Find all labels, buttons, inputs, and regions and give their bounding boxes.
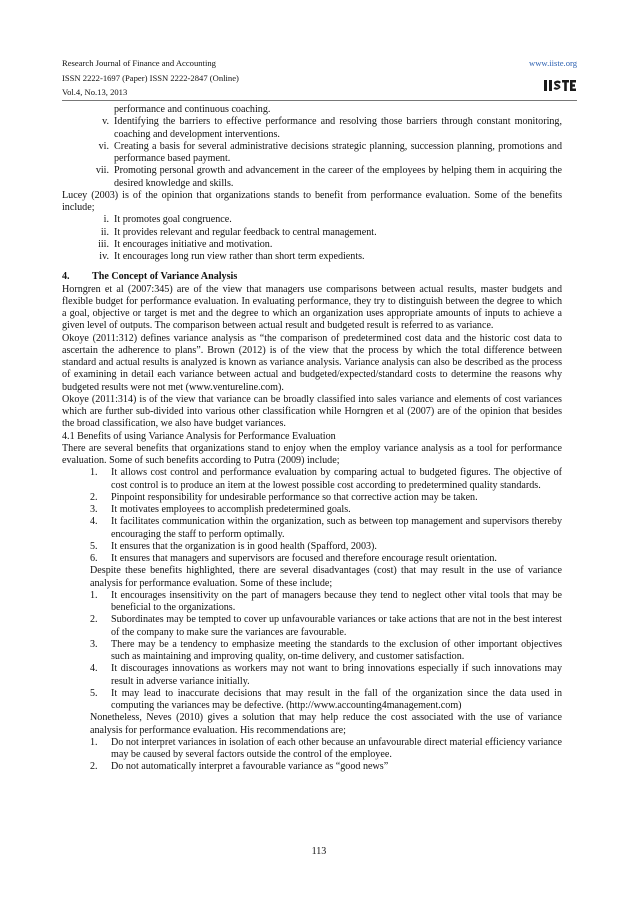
list-item-text: It discourages innovations as workers may not want to bring innovations especially if such innovations may result in adverse variance initially.: [111, 663, 562, 687]
list-item: [62, 663, 562, 688]
list-item-text: It ensures that the organization is in good health (Spafford, 2003).: [111, 540, 377, 552]
page-number: 113: [311, 846, 327, 857]
neves-recommendations-list: [62, 737, 562, 774]
list-item-text: It may lead to inaccurate decisions that may result in the fall of the organization since the data used in computing the variances may be defective. (http://www.accounting4management.com): [111, 687, 562, 711]
iiste-logo-icon: [543, 78, 577, 93]
list-marker: 5.: [90, 687, 98, 699]
list-item-text: There may be a tendency to emphasize meeting the standards to the exclusion of other important objectives such as maintaining and improving quality, on-time delivery, and customer satisfaction.: [111, 638, 562, 662]
list-marker: 1.: [90, 736, 98, 748]
section-number: 4.: [62, 271, 70, 283]
list-item-text: Promoting personal growth and advancement in the career of the employees by helping them in acquiring the desired knowledge and skills.: [114, 165, 562, 189]
list-item-text: performance and continuous coaching.: [114, 104, 271, 115]
disadvantages-paragraph: Despite these benefits highlighted, there are several disadvantages (cost) that may result in the use of variance analysis for performance evaluation. Some of these include;: [90, 565, 562, 589]
list-item-text: It encourages long run view rather than short term expedients.: [114, 251, 365, 262]
list-item: [62, 614, 562, 639]
list-marker: i.: [103, 214, 109, 226]
list-marker: 1.: [90, 467, 98, 479]
list-marker: vii.: [95, 165, 109, 177]
list-item: [62, 251, 562, 263]
list-marker: 2.: [90, 491, 98, 503]
list-marker: 4.: [90, 516, 98, 528]
list-item: [62, 590, 562, 615]
list-item: [62, 239, 562, 251]
list-marker: 3.: [90, 504, 98, 515]
list-item: [62, 165, 562, 190]
list-marker: 6.: [90, 553, 98, 564]
list-item-text: Do not automatically interpret a favourable variance as “good news”: [111, 761, 389, 773]
list-item-text: It allows cost control and performance evaluation by comparing actual to budgeted figures. The objective of cost control is to produce an item at the lowest possible cost according to predetermined quality standards.: [111, 467, 562, 491]
list-item-text: It encourages insensitivity on the part of managers because they tend to neglect other vital tools that may be beneficial to the organizations.: [111, 589, 562, 613]
neves-paragraph: Nonetheless, Neves (2010) gives a solution that may help reduce the cost associated with the use of variance analysis for performance evaluation. His recommendations are;: [90, 712, 562, 736]
list-item: [62, 116, 562, 141]
okoye-classification-paragraph: Okoye (2011:314) is of the view that variance can be broadly classified into sales variance and elements of cost variances which are further sub-divided into various other classification while Horngren et al (2007) are of the opinion that besides the broad classification, we also have budget variances.: [62, 393, 562, 430]
lucey-paragraph: Lucey (2003) is of the opinion that organizations stands to benefit from performance evaluation. Some of the benefits include;: [62, 189, 562, 213]
list-item: [62, 141, 562, 166]
journal-title: Research Journal of Finance and Accounting: [62, 58, 216, 68]
list-item: [62, 214, 562, 226]
list-marker: 1.: [90, 589, 98, 601]
list-item: [62, 467, 562, 492]
benefits-list: [62, 467, 562, 565]
horngren-paragraph: Horngren et al (2007:345) are of the view that managers use comparisons between actual results, master budgets and flexible budget for performance evaluation. In evaluating performance, they try to distinguish between the degree to which a goal, objective or target is met and the degree to which an organization uses appropriate amounts of inputs to achieve a given level of outputs. The comparison between actual result and budgeted result is referred to as variance.: [62, 283, 562, 332]
list-item: [62, 227, 562, 239]
list-item: [62, 104, 562, 116]
list-item: [62, 639, 562, 664]
intro-list: [62, 104, 562, 190]
section-title: The Concept of Variance Analysis: [92, 271, 238, 283]
journal-issn: ISSN 2222-1697 (Paper) ISSN 2222-2847 (Online): [62, 72, 239, 83]
benefits-paragraph: There are several benefits that organizations stand to enjoy when the employ variance analysis as a tool for performance evaluation. Some of such benefits according to Putra (2009) include;: [62, 442, 562, 466]
list-item-text: It facilitates communication within the organization, such as between top management and supervisors thereby encouraging the staff to perform optimally.: [111, 516, 562, 540]
disadvantages-list: [62, 590, 562, 713]
list-item: [62, 553, 562, 565]
list-item: [62, 516, 562, 541]
list-item-text: It motivates employees to accomplish predetermined goals.: [111, 504, 351, 515]
list-item-text: It encourages initiative and motivation.: [114, 238, 273, 250]
body-text: [62, 104, 562, 774]
list-item-text: Subordinates may be tempted to cover up unfavourable variances or take actions that are not in the best interest of the company to make sure the variances are favourable.: [111, 614, 562, 638]
list-item-text: It provides relevant and regular feedback to central management.: [114, 226, 377, 238]
list-marker: iii.: [98, 238, 109, 250]
journal-volume: Vol.4, No.13, 2013: [62, 87, 128, 97]
list-marker: iv.: [99, 251, 109, 262]
list-item-text: It ensures that managers and supervisors are focused and therefore encourage result orientation.: [111, 553, 497, 564]
list-item-text: It promotes goal congruence.: [114, 214, 232, 226]
list-marker: v.: [102, 116, 109, 128]
list-item-text: Pinpoint responsibility for undesirable performance so that corrective action may be taken.: [111, 491, 478, 503]
list-item-text: Identifying the barriers to effective performance and resolving those barriers through constant monitoring, coaching and development interventions.: [114, 116, 562, 140]
list-marker: vi.: [98, 140, 109, 152]
list-item-text: Do not interpret variances in isolation of each other because an unfavourable direct material efficiency variance may be caused by several factors outside the control of the employee.: [111, 736, 562, 760]
section-heading: [62, 271, 562, 283]
subsection-heading: 4.1 Benefits of using Variance Analysis for Performance Evaluation: [62, 430, 336, 442]
list-marker: 2.: [90, 761, 98, 773]
list-marker: 3.: [90, 638, 98, 650]
header-divider: [62, 100, 577, 101]
list-marker: 5.: [90, 540, 98, 552]
list-marker: 4.: [90, 663, 98, 675]
list-item-text: Creating a basis for several administrative decisions strategic planning, succession planning, promotions and performance based payment.: [114, 140, 562, 164]
journal-url-link[interactable]: www.iiste.org: [529, 58, 577, 68]
page-header: [62, 56, 577, 100]
list-item: [62, 761, 562, 773]
okoye-definition-paragraph: Okoye (2011:312) defines variance analysis as “the comparison of predetermined cost data and the historic cost data to ascertain the adherence to plans”. Brown (2012) is of the view that the process by which the total difference between standard and actual results is analyzed is known as variance analysis. Variance analysis can also be described as the process of examining in detail each variance between actual and budgeted/expected/standard costs to determine the reasons why budgeted results were not met (www.ventureline.com).: [62, 332, 562, 393]
list-marker: 2.: [90, 614, 98, 626]
list-item: [62, 504, 562, 516]
lucey-benefits-list: [62, 214, 562, 263]
list-item: [62, 492, 562, 504]
list-item: [62, 688, 562, 713]
list-item: [62, 737, 562, 762]
list-item: [62, 541, 562, 553]
list-marker: ii.: [100, 226, 109, 238]
